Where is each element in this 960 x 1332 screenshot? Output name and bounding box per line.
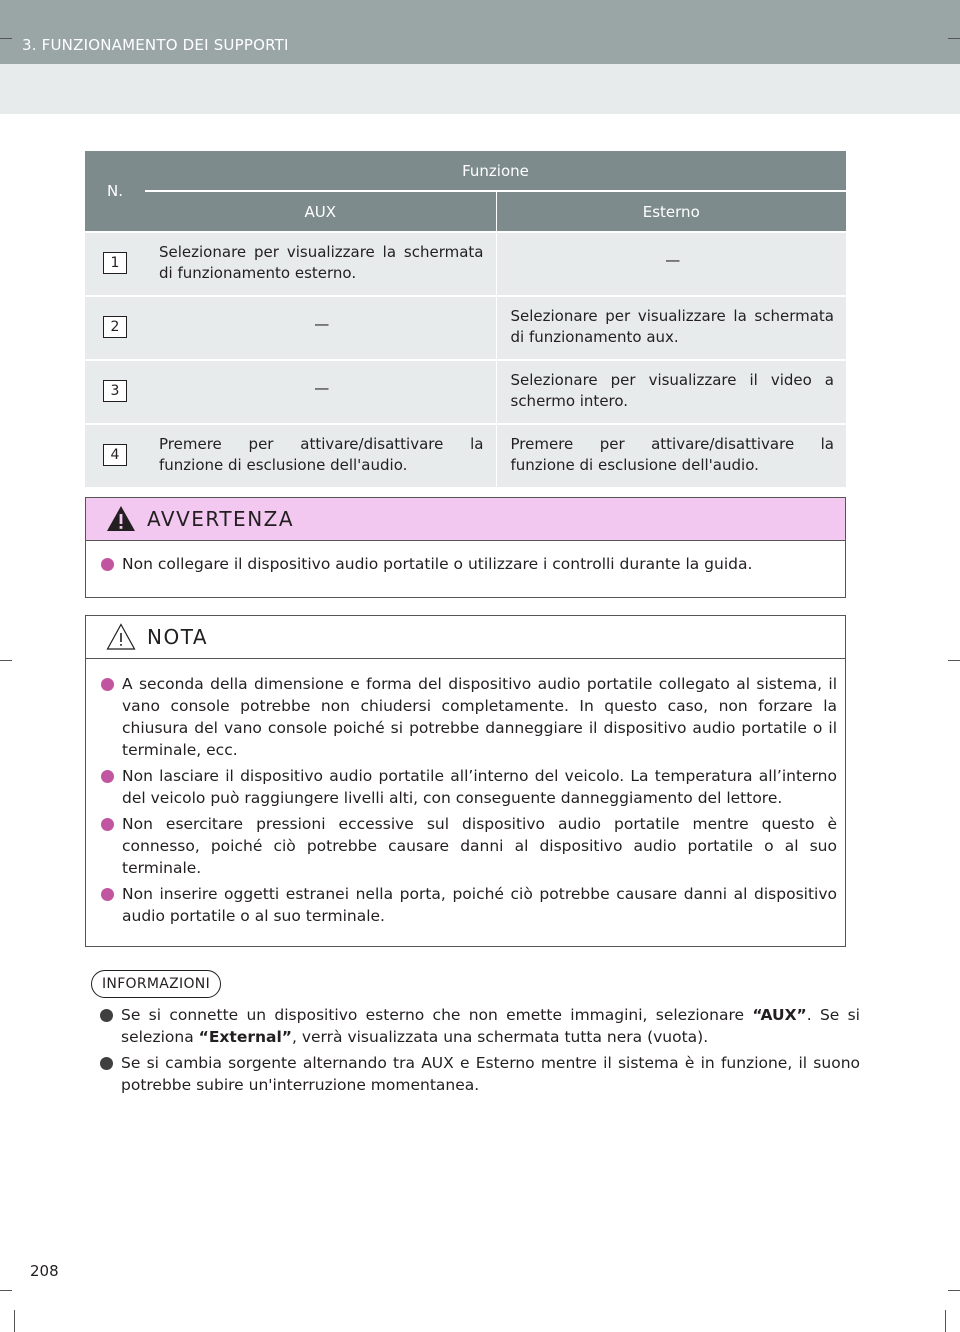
- list-item: Non esercitare pressioni eccessive sul dispositivo audio portatile mentre questo è connesso, poiché ciò potrebbe causare danni al dispositivo audio portatile o al suo terminale.: [108, 813, 837, 879]
- table-row: [85, 360, 846, 424]
- crop-mark: [14, 1310, 15, 1332]
- row-number-badge: 4: [103, 444, 127, 466]
- empty-dash: —: [314, 315, 329, 333]
- warning-list: [86, 553, 845, 575]
- warning-title: AVVERTENZA: [147, 507, 295, 531]
- table-row: [85, 424, 846, 487]
- cell-aux: [145, 360, 496, 424]
- cell-external: [496, 232, 846, 296]
- crop-mark: [945, 1310, 946, 1332]
- subheader-band: [0, 64, 960, 114]
- crop-mark: [948, 1290, 960, 1291]
- warning-box: [85, 497, 846, 598]
- empty-dash: —: [665, 251, 680, 269]
- keyword-aux: “AUX”: [752, 1006, 807, 1024]
- table-row: [85, 232, 846, 296]
- crop-mark: [948, 38, 960, 39]
- column-header-aux: AUX: [145, 191, 496, 232]
- note-box: [85, 615, 846, 947]
- column-header-number: N.: [85, 151, 145, 232]
- warning-triangle-icon: [106, 504, 136, 538]
- section-title: 3. FUNZIONAMENTO DEI SUPPORTI: [22, 36, 289, 54]
- cell-aux: [145, 296, 496, 360]
- page-number: 208: [30, 1262, 59, 1280]
- crop-mark: [0, 38, 12, 39]
- table-row: [85, 296, 846, 360]
- cell-external: Premere per attivare/disattivare la funzione di esclusione dell'audio.: [496, 424, 846, 487]
- cell-external: Selezionare per visualizzare la schermata di funzionamento aux.: [496, 296, 846, 360]
- cell-aux: Premere per attivare/disattivare la funzione di esclusione dell'audio.: [145, 424, 496, 487]
- info-label: INFORMAZIONI: [91, 970, 221, 998]
- list-item: Se si cambia sorgente alternando tra AUX e Esterno mentre il sistema è in funzione, il suono potrebbe subire un'interruzione momentanea.: [107, 1052, 860, 1096]
- column-header-function: Funzione: [145, 151, 846, 191]
- note-list: [86, 673, 845, 927]
- crop-mark: [0, 1290, 12, 1291]
- list-item: A seconda della dimensione e forma del dispositivo audio portatile collegato al sistema, il vano console potrebbe non chiudersi completamente. In questo caso, non forzare la chiusura del vano console poiché si potrebbe danneggiare il dispositivo audio portatile o il terminale, ecc.: [108, 673, 837, 761]
- function-table: [85, 151, 846, 487]
- crop-mark: [948, 660, 960, 661]
- row-number-badge: 2: [103, 316, 127, 338]
- cell-external: Selezionare per visualizzare il video a schermo intero.: [496, 360, 846, 424]
- keyword-external: “External”: [198, 1028, 292, 1046]
- list-item: Non inserire oggetti estranei nella porta, poiché ciò potrebbe causare danni al dispositivo audio portatile o al suo terminale.: [108, 883, 837, 927]
- note-header: [86, 616, 845, 659]
- list-item: Non collegare il dispositivo audio portatile o utilizzare i controlli durante la guida.: [108, 553, 837, 575]
- note-title: NOTA: [147, 625, 209, 649]
- list-item: Non lasciare il dispositivo audio portatile all’interno del veicolo. La temperatura all’interno del veicolo può raggiungere livelli alti, con conseguente danneggiamento del lettore.: [108, 765, 837, 809]
- crop-mark: [0, 660, 12, 661]
- warning-header: [86, 498, 845, 541]
- row-number-badge: 3: [103, 380, 127, 402]
- list-item: Se si connette un dispositivo esterno che non emette immagini, selezionare “AUX”. Se si seleziona “External”, verrà visualizzata una schermata tutta nera (vuota).: [107, 1004, 860, 1048]
- caution-triangle-icon: [106, 622, 136, 656]
- info-list: [85, 1004, 868, 1100]
- cell-aux: Selezionare per visualizzare la schermata di funzionamento esterno.: [145, 232, 496, 296]
- row-number-badge: 1: [103, 252, 127, 274]
- column-header-external: Esterno: [496, 191, 846, 232]
- empty-dash: —: [314, 379, 329, 397]
- header-band: [0, 0, 960, 64]
